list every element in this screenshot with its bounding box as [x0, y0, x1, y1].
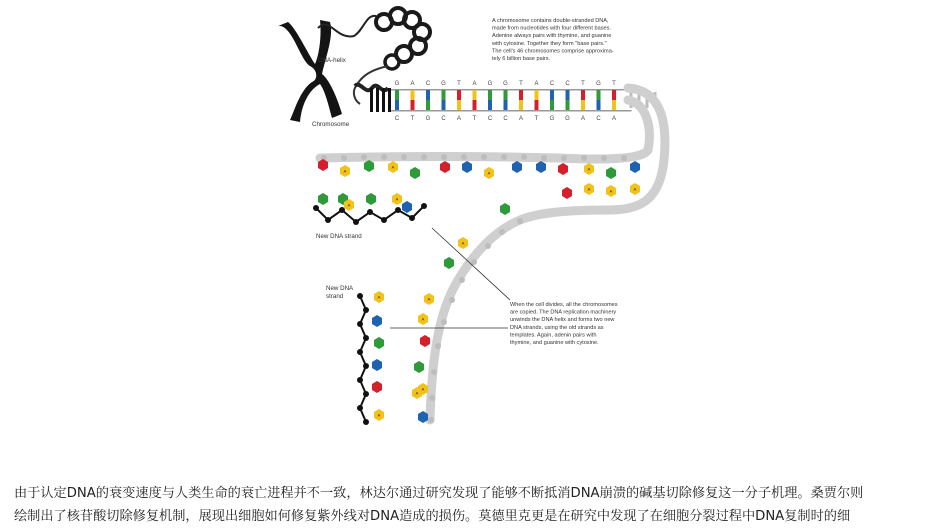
top-sequence-letter: A [534, 81, 539, 87]
note-bottom-line: thymine, and guanine with cytosine. [510, 340, 599, 346]
base-pair-top [612, 90, 616, 100]
base-pair-bottom [612, 100, 616, 110]
note-bottom-line: templates. Again, adenin pairs with [510, 332, 597, 339]
bottom-sequence-letter: A [611, 116, 617, 122]
base-letter: A [377, 412, 381, 418]
note-top-line: with cytosine. Together they form "base pairs." [492, 40, 607, 47]
note-top-line: Adenine always pairs with thymine, and guanine [492, 33, 612, 40]
top-sequence-letter: A [410, 81, 415, 87]
top-sequence-letter: T [612, 81, 616, 87]
base-pair-top [597, 90, 601, 100]
base-letter: A [391, 164, 395, 170]
base-pair-bottom [395, 100, 399, 110]
chromosome-label: Chromosome [312, 121, 350, 128]
bottom-sequence-letter: G [425, 116, 431, 122]
top-sequence-letter: G [394, 81, 400, 87]
note-top-line: tely 6 billion base pairs. [492, 56, 551, 62]
new-dna-label-line2: strand [326, 293, 344, 300]
caption-line-2: 绘制出了核苷酸切除修复机制，展现出细胞如何修复紫外线对DNA造成的损伤。莫德里克更是在研究中发现了在细胞分裂过程中DNA复制时的细 [14, 509, 851, 524]
note-bottom-line: When the cell divides, all the chromosomes [510, 302, 618, 308]
note-top-line: A chromosome contains double-stranded DNA, [492, 18, 609, 24]
top-sequence-letter: G [503, 81, 508, 87]
base-pair-bottom [411, 100, 415, 110]
base-pair-bottom [597, 100, 601, 110]
top-sequence-letter: G [441, 81, 446, 87]
base-letter: A [461, 240, 465, 246]
helix-rung [388, 88, 391, 112]
base-pair-top [550, 90, 554, 100]
bottom-sequence [395, 116, 616, 122]
base-letter: A [415, 390, 419, 396]
base-pair-top [581, 90, 585, 100]
note-bottom-line: are copied. The DNA replication machinery [510, 309, 617, 316]
base-pair-bottom [519, 100, 523, 110]
bottom-sequence-letter: A [456, 116, 462, 122]
new-dna-strand-label: New DNA strand [316, 233, 362, 240]
base-pair-top [426, 90, 430, 100]
helix-rung [376, 88, 379, 112]
bottom-sequence-letter: C [441, 116, 446, 122]
helix-rung [382, 88, 385, 112]
base-letter: A [343, 168, 347, 174]
top-sequence-letter: C [549, 81, 555, 87]
top-sequence-letter: C [425, 81, 431, 87]
base-pair-bottom [550, 100, 554, 110]
base-pair-top [488, 90, 492, 100]
base-letter: A [587, 166, 591, 172]
base-pair-top [473, 90, 477, 100]
new-dna-label-line1: New DNA [326, 285, 354, 292]
base-pair-top [457, 90, 461, 100]
top-sequence-letter: T [581, 81, 585, 87]
caption-line-1: 由于认定DNA的衰变速度与人类生命的衰亡进程并不一致，林达尔通过研究发现了能够不断抵消DNA崩溃的碱基切除修复这一分子机理。桑贾尔则 [14, 486, 864, 501]
caption [14, 482, 924, 528]
bottom-sequence-letter: G [549, 116, 555, 122]
base-pair-bottom [535, 100, 539, 110]
base-pair-top [519, 90, 523, 100]
base-letter: A [587, 186, 591, 192]
dna-helix-label: DNA-helix [318, 57, 346, 64]
base-letter: A [421, 316, 425, 322]
bottom-sequence-letter: C [487, 116, 493, 122]
base-pair-bottom [566, 100, 570, 110]
bottom-sequence-letter: C [596, 116, 601, 122]
base-pair-top [411, 90, 415, 100]
base-letter: A [487, 170, 491, 176]
base-pair-bottom [426, 100, 430, 110]
base-pair-top [442, 90, 446, 100]
base-pair-top [566, 90, 570, 100]
bottom-sequence-letter: G [565, 116, 570, 122]
base-pair-top [535, 90, 539, 100]
note-bottom-line: DNA strands, using the old strands as [510, 324, 604, 331]
top-sequence-letter: T [519, 81, 523, 87]
base-letter: A [347, 202, 351, 208]
base-pair-top [504, 90, 508, 100]
top-sequence-letter: C [565, 81, 570, 87]
bottom-sequence-letter: T [410, 116, 415, 122]
base-pair-bottom [457, 100, 461, 110]
bottom-sequence-letter: T [472, 116, 477, 122]
base-letter: A [609, 188, 613, 194]
bottom-sequence-letter: A [518, 116, 524, 122]
base-pair-bottom [488, 100, 492, 110]
top-sequence-letter: G [596, 81, 601, 87]
base-letter: A [633, 186, 637, 192]
note-top-line: The cell's 46 chromosomes comprise approxima- [492, 48, 614, 55]
base-letter: A [377, 294, 381, 300]
note-top-line: made from nucleotides with four different bases. [492, 25, 611, 32]
base-pair-bottom [473, 100, 477, 110]
base-pair-bottom [504, 100, 508, 110]
bottom-sequence-letter: A [580, 116, 586, 122]
top-sequence [395, 81, 617, 87]
bottom-sequence-letter: C [394, 116, 400, 122]
base-letter: A [421, 386, 425, 392]
top-sequence-letter: T [457, 81, 461, 87]
top-sequence-letter: G [487, 81, 493, 87]
helix-rung [370, 88, 373, 112]
top-sequence-letter: A [472, 81, 477, 87]
base-pair-top [395, 90, 399, 100]
base-letter: A [395, 196, 399, 202]
base-pair-bottom [442, 100, 446, 110]
ladder-rail-bottom [391, 110, 632, 112]
base-letter: A [427, 296, 431, 302]
bottom-sequence-letter: T [534, 116, 539, 122]
note-bottom-line: unwinds the DNA helix and forms two new [510, 317, 615, 324]
bottom-sequence-letter: C [503, 116, 508, 122]
base-pair-bottom [581, 100, 585, 110]
